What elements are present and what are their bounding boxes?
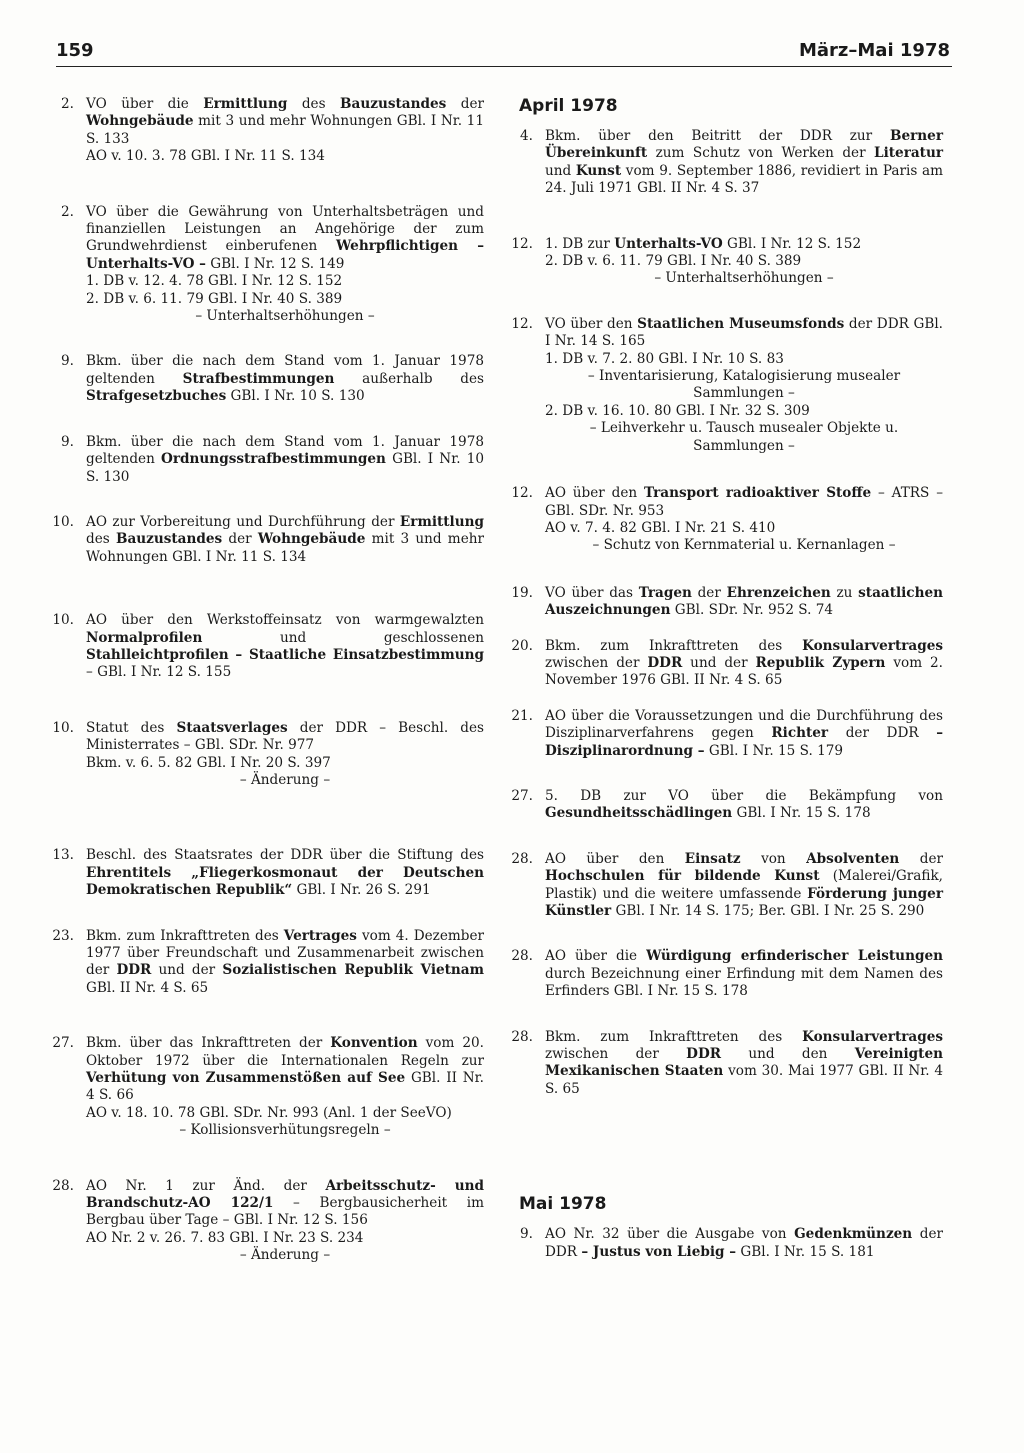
entry-text: Bkm. zum Inkrafttreten des Konsularvertrages zwischen der DDR und der Republik Zypern vom 2. November 1976 GBl. II Nr. 4 S. 65 [545,637,944,689]
entry-note: – Leihverkehr u. Tausch musealer Objekte u. Sammlungen – [589,420,899,454]
entry-text: AO über die Würdigung erfinderischer Leistungen durch Bezeichnung einer Erfindung mit dem Namen des Erfinders GBl. I Nr. 15 S. 178 [545,948,943,1000]
entry-day: 28. [511,1028,533,1045]
entry-text: AO über die Voraussetzungen und die Durchführung des Disziplinarverfahrens gegen Richter der DDR – Disziplinarordnung – GBl. I Nr. 15 S. 179 [545,707,943,759]
page-number: 159 [56,40,94,61]
entry-reference: AO Nr. 2 v. 26. 7. 83 GBl. I Nr. 23 S. 234 [86,1229,364,1246]
list-item [511,485,943,555]
entry-day: 10. [52,513,74,530]
list-item [52,928,484,998]
entry-reference: 2. DB v. 6. 11. 79 GBl. I Nr. 40 S. 389 [545,253,802,270]
entry-day: 28. [511,850,533,867]
entry-text: Bkm. zum Inkrafttreten des Vertrages vom 4. Dezember 1977 über Freundschaft und Zusammenarbeit zwischen der DDR und der Sozialistischen Republik Vietnam GBl. II Nr. 4 S. 65 [86,927,484,996]
list-item [511,638,943,690]
entry-day: 12. [511,315,533,332]
entry-reference: 2. DB v. 6. 11. 79 GBl. I Nr. 40 S. 389 [86,290,343,307]
entry-day: 20. [511,637,533,654]
entry-text: Statut des Staatsverlages der DDR – Beschl. des Ministerrates – GBl. SDr. Nr. 977 [86,719,484,754]
entry-text: VO über den Staatlichen Museumsfonds der DDR GBl. I Nr. 14 S. 165 [545,315,943,350]
entry-note: – Schutz von Kernmaterial u. Kernanlagen – [592,537,896,554]
entry-day: 27. [52,1035,74,1052]
header-rule [56,66,952,67]
entry-day: 10. [52,612,74,629]
entry-reference: 1. DB v. 12. 4. 78 GBl. I Nr. 12 S. 152 [86,273,343,290]
list-item [52,514,484,566]
list-item [511,788,943,823]
entry-text: AO zur Vorbereitung und Durchführung der Ermittlung des Bauzustandes der Wohngebäude mit 3 und mehr Wohnungen GBl. I Nr. 11 S. 134 [86,513,484,565]
entry-text: Beschl. des Staatsrates der DDR über die Stiftung des Ehrentitels „Fliegerkosmonaut der Deutschen Demokratischen Republik“ GBl. I Nr. 26 S. 291 [86,847,484,899]
entry-text: Bkm. über das Inkrafttreten der Konvention vom 20. Oktober 1972 über die Internationalen Regeln zur Verhütung von Zusammenstößen auf See GBl. II Nr. 4 S. 66 [86,1035,484,1104]
entry-reference: AO v. 7. 4. 82 GBl. I Nr. 21 S. 410 [545,519,776,536]
list-item [52,96,484,166]
period-heading: März–Mai 1978 [798,40,950,61]
entry-day: 23. [52,927,74,944]
entry-day: 9. [61,433,74,450]
list-item [52,1035,484,1139]
list-item [52,434,484,486]
entry-reference: Bkm. v. 6. 5. 82 GBl. I Nr. 20 S. 397 [86,754,331,771]
entry-day: 2. [61,203,74,220]
right-column [511,96,943,1261]
list-item [52,1178,484,1265]
entry-note: – Änderung – [239,1247,331,1264]
list-item [511,851,943,921]
list-item [52,204,484,326]
list-item [511,316,943,455]
entry-text: VO über die Ermittlung des Bauzustandes der Wohngebäude mit 3 und mehr Wohnungen GBl. I Nr. 11 S. 133 [86,96,484,147]
entry-text: VO über das Tragen der Ehrenzeichen zu staatlichen Auszeichnungen GBl. SDr. Nr. 952 S. 74 [545,584,943,619]
entry-text: VO über die Gewährung von Unterhaltsbeträgen und finanziellen Leistungen an Angehörige der zum Grundwehrdienst einberufenen Wehrpflichtigen – Unterhalts-VO – GBl. I Nr. 12 S. 149 [86,203,484,272]
entry-text: AO Nr. 32 über die Ausgabe von Gedenkmünzen der DDR – Justus von Liebig – GBl. I Nr. 15 S. 181 [545,1226,943,1260]
list-item [511,1226,943,1261]
entry-text: Bkm. zum Inkrafttreten des Konsularvertrages zwischen der DDR und den Vereinigten Mexikanischen Staaten vom 30. Mai 1977 GBl. II Nr. 4 S. 65 [545,1028,943,1097]
entry-day: 12. [511,235,533,252]
entry-text: 1. DB zur Unterhalts-VO GBl. I Nr. 12 S. 152 [545,235,862,252]
entry-reference: 2. DB v. 16. 10. 80 GBl. I Nr. 32 S. 309 [545,402,810,419]
entry-text: AO über den Einsatz von Absolventen der Hochschulen für bildende Kunst (Malerei/Grafik, Plastik) und die weitere umfassende Förderung junger Künstler GBl. I Nr. 14 S. 175; Ber. GBl. I Nr. 25 S. 290 [545,850,943,919]
entry-day: 9. [61,353,74,370]
entry-reference: AO v. 10. 3. 78 GBl. I Nr. 11 S. 134 [86,148,325,165]
entry-day: 10. [52,719,74,736]
entry-reference: AO v. 18. 10. 78 GBl. SDr. Nr. 993 (Anl. 1 der SeeVO) [86,1104,452,1121]
entry-text: AO Nr. 1 zur Änd. der Arbeitsschutz- und Brandschutz-AO 122/1 – Bergbausicherheit im Bergbau über Tage – GBl. I Nr. 12 S. 156 [86,1177,484,1229]
entry-text: AO über den Werkstoffeinsatz von warmgewalzten Normalprofilen und geschlossenen Stahlleichtprofilen – Staatliche Einsatzbestimmung – GBl. I Nr. 12 S. 155 [86,612,484,681]
list-item [511,236,943,288]
entry-day: 9. [520,1226,533,1243]
entry-note: – Änderung – [239,771,331,788]
entry-note: – Unterhaltserhöhungen – [195,308,375,325]
list-item [511,128,943,198]
entry-reference: 1. DB v. 7. 2. 80 GBl. I Nr. 10 S. 83 [545,350,784,367]
entry-text: 5. DB zur VO über die Bekämpfung von Gesundheitsschädlingen GBl. I Nr. 15 S. 178 [545,787,943,822]
entry-day: 19. [511,584,533,601]
entry-text: Bkm. über den Beitritt der DDR zur Berner Übereinkunft zum Schutz von Werken der Literatur und Kunst vom 9. September 1886, revidiert in Paris am 24. Juli 1971 GBl. II Nr. 4 S. 37 [545,128,943,197]
list-item [52,353,484,405]
list-item [511,585,943,620]
entry-day: 27. [511,787,533,804]
section-heading: April 1978 [519,96,618,116]
list-item [511,948,943,1000]
entry-day: 13. [52,847,74,864]
entry-text: Bkm. über die nach dem Stand vom 1. Januar 1978 geltenden Strafbestimmungen außerhalb des Strafgesetzbuches GBl. I Nr. 10 S. 130 [86,353,484,405]
list-item [52,612,484,682]
list-item [511,708,943,760]
list-item [511,1029,943,1099]
entry-text: Bkm. über die nach dem Stand vom 1. Januar 1978 geltenden Ordnungsstrafbestimmungen GBl. I Nr. 10 S. 130 [86,433,484,485]
entry-day: 28. [511,948,533,965]
entry-day: 12. [511,485,533,502]
entry-day: 21. [511,707,533,724]
entry-note: – Kollisionsverhütungsregeln – [179,1122,391,1139]
section-heading: Mai 1978 [519,1194,607,1215]
list-item [52,720,484,790]
entry-day: 2. [61,96,74,112]
entry-day: 4. [520,128,533,144]
left-column [52,96,484,1265]
entry-note: – Unterhaltserhöhungen – [654,270,834,287]
entry-text: AO über den Transport radioaktiver Stoffe – ATRS – GBl. SDr. Nr. 953 [545,485,943,519]
entry-note: – Inventarisierung, Katalogisierung musealer Sammlungen – [587,368,901,402]
list-item [52,847,484,899]
entry-day: 28. [52,1177,74,1194]
